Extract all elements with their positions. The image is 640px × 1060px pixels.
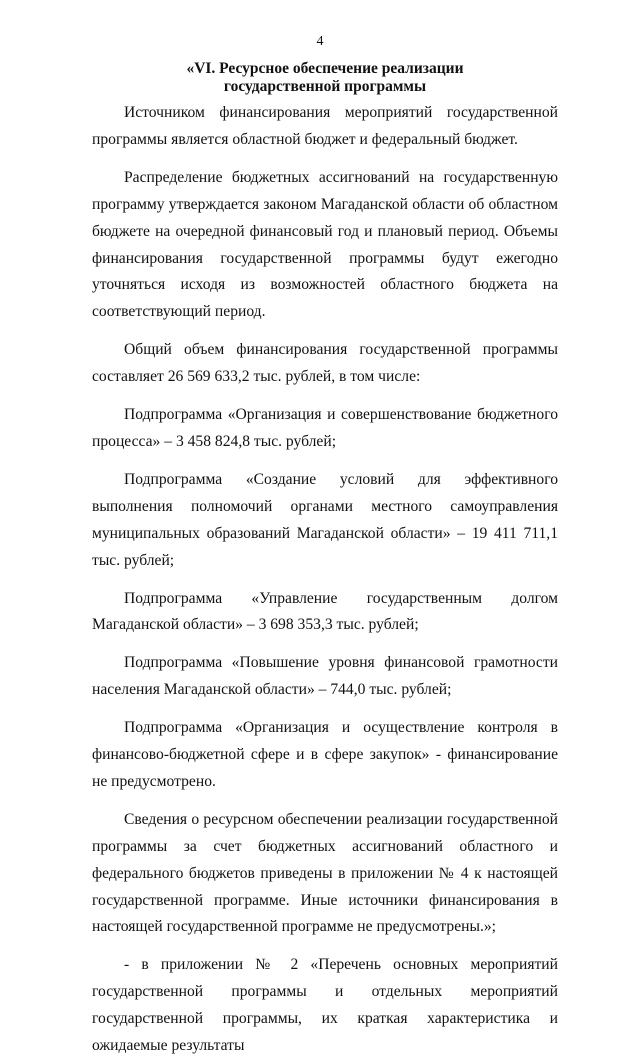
paragraph-subprogram-financial-literacy: Подпрограмма «Повышение уровня финансовой грамотности населения Магаданской области» – 744,0 тыс. рублей;: [92, 654, 558, 699]
section-heading-line-2: государственной программы: [223, 78, 427, 95]
paragraph-subprogram-control: Подпрограмма «Организация и осуществление контроля в финансово-бюджетной сфере и в сфере закупок» - финансирование не предусмотрено.: [92, 719, 558, 790]
section-heading-line-1: «VI. Ресурсное обеспечение реализации: [186, 60, 464, 77]
paragraph-subprogram-public-debt: Подпрограмма «Управление государственным долгом Магаданской области» – 3 698 353,3 тыс. рублей;: [92, 589, 558, 634]
paragraph-resource-info: Сведения о ресурсном обеспечении реализации государственной программы за счет бюджетных ассигнований областного и федерального бюджетов приведены в приложении № 4 к настоящей государственной программе. Иные источники финансирования в настоящей государственной программе не предусмотрены.»;: [92, 810, 558, 936]
paragraph-budget-distribution: Распределение бюджетных ассигнований на государственную программу утверждается законом Магаданской области об областном бюджете на очередной финансовый год и плановый период. Объемы финансирования государственной программы будут ежегодно уточняться исходя из возможностей областного бюджета на соответствующий период.: [92, 168, 558, 321]
paragraph-appendix-2: - в приложении № 2 «Перечень основных мероприятий государственной программы и отдельных мероприятий государственной программы, их краткая характеристика и ожидаемые результаты: [92, 956, 558, 1055]
document-body: [92, 100, 558, 1060]
paragraph-subprogram-budget-process: Подпрограмма «Организация и совершенствование бюджетного процесса» – 3 458 824,8 тыс. рублей;: [92, 406, 558, 450]
section-heading: [92, 60, 558, 96]
paragraph-subprogram-local-government: Подпрограмма «Создание условий для эффективного выполнения полномочий органами местного самоуправления муниципальных образований Магаданской области» – 19 411 711,1 тыс. рублей;: [92, 470, 558, 569]
page-number: 4: [316, 34, 324, 49]
paragraph-funding-source: Источником финансирования мероприятий государственной программы является областной бюджет и федеральный бюджет.: [92, 104, 558, 148]
paragraph-total-funding: Общий объем финансирования государственной программы составляет 26 569 633,2 тыс. рублей, в том числе:: [92, 341, 558, 386]
